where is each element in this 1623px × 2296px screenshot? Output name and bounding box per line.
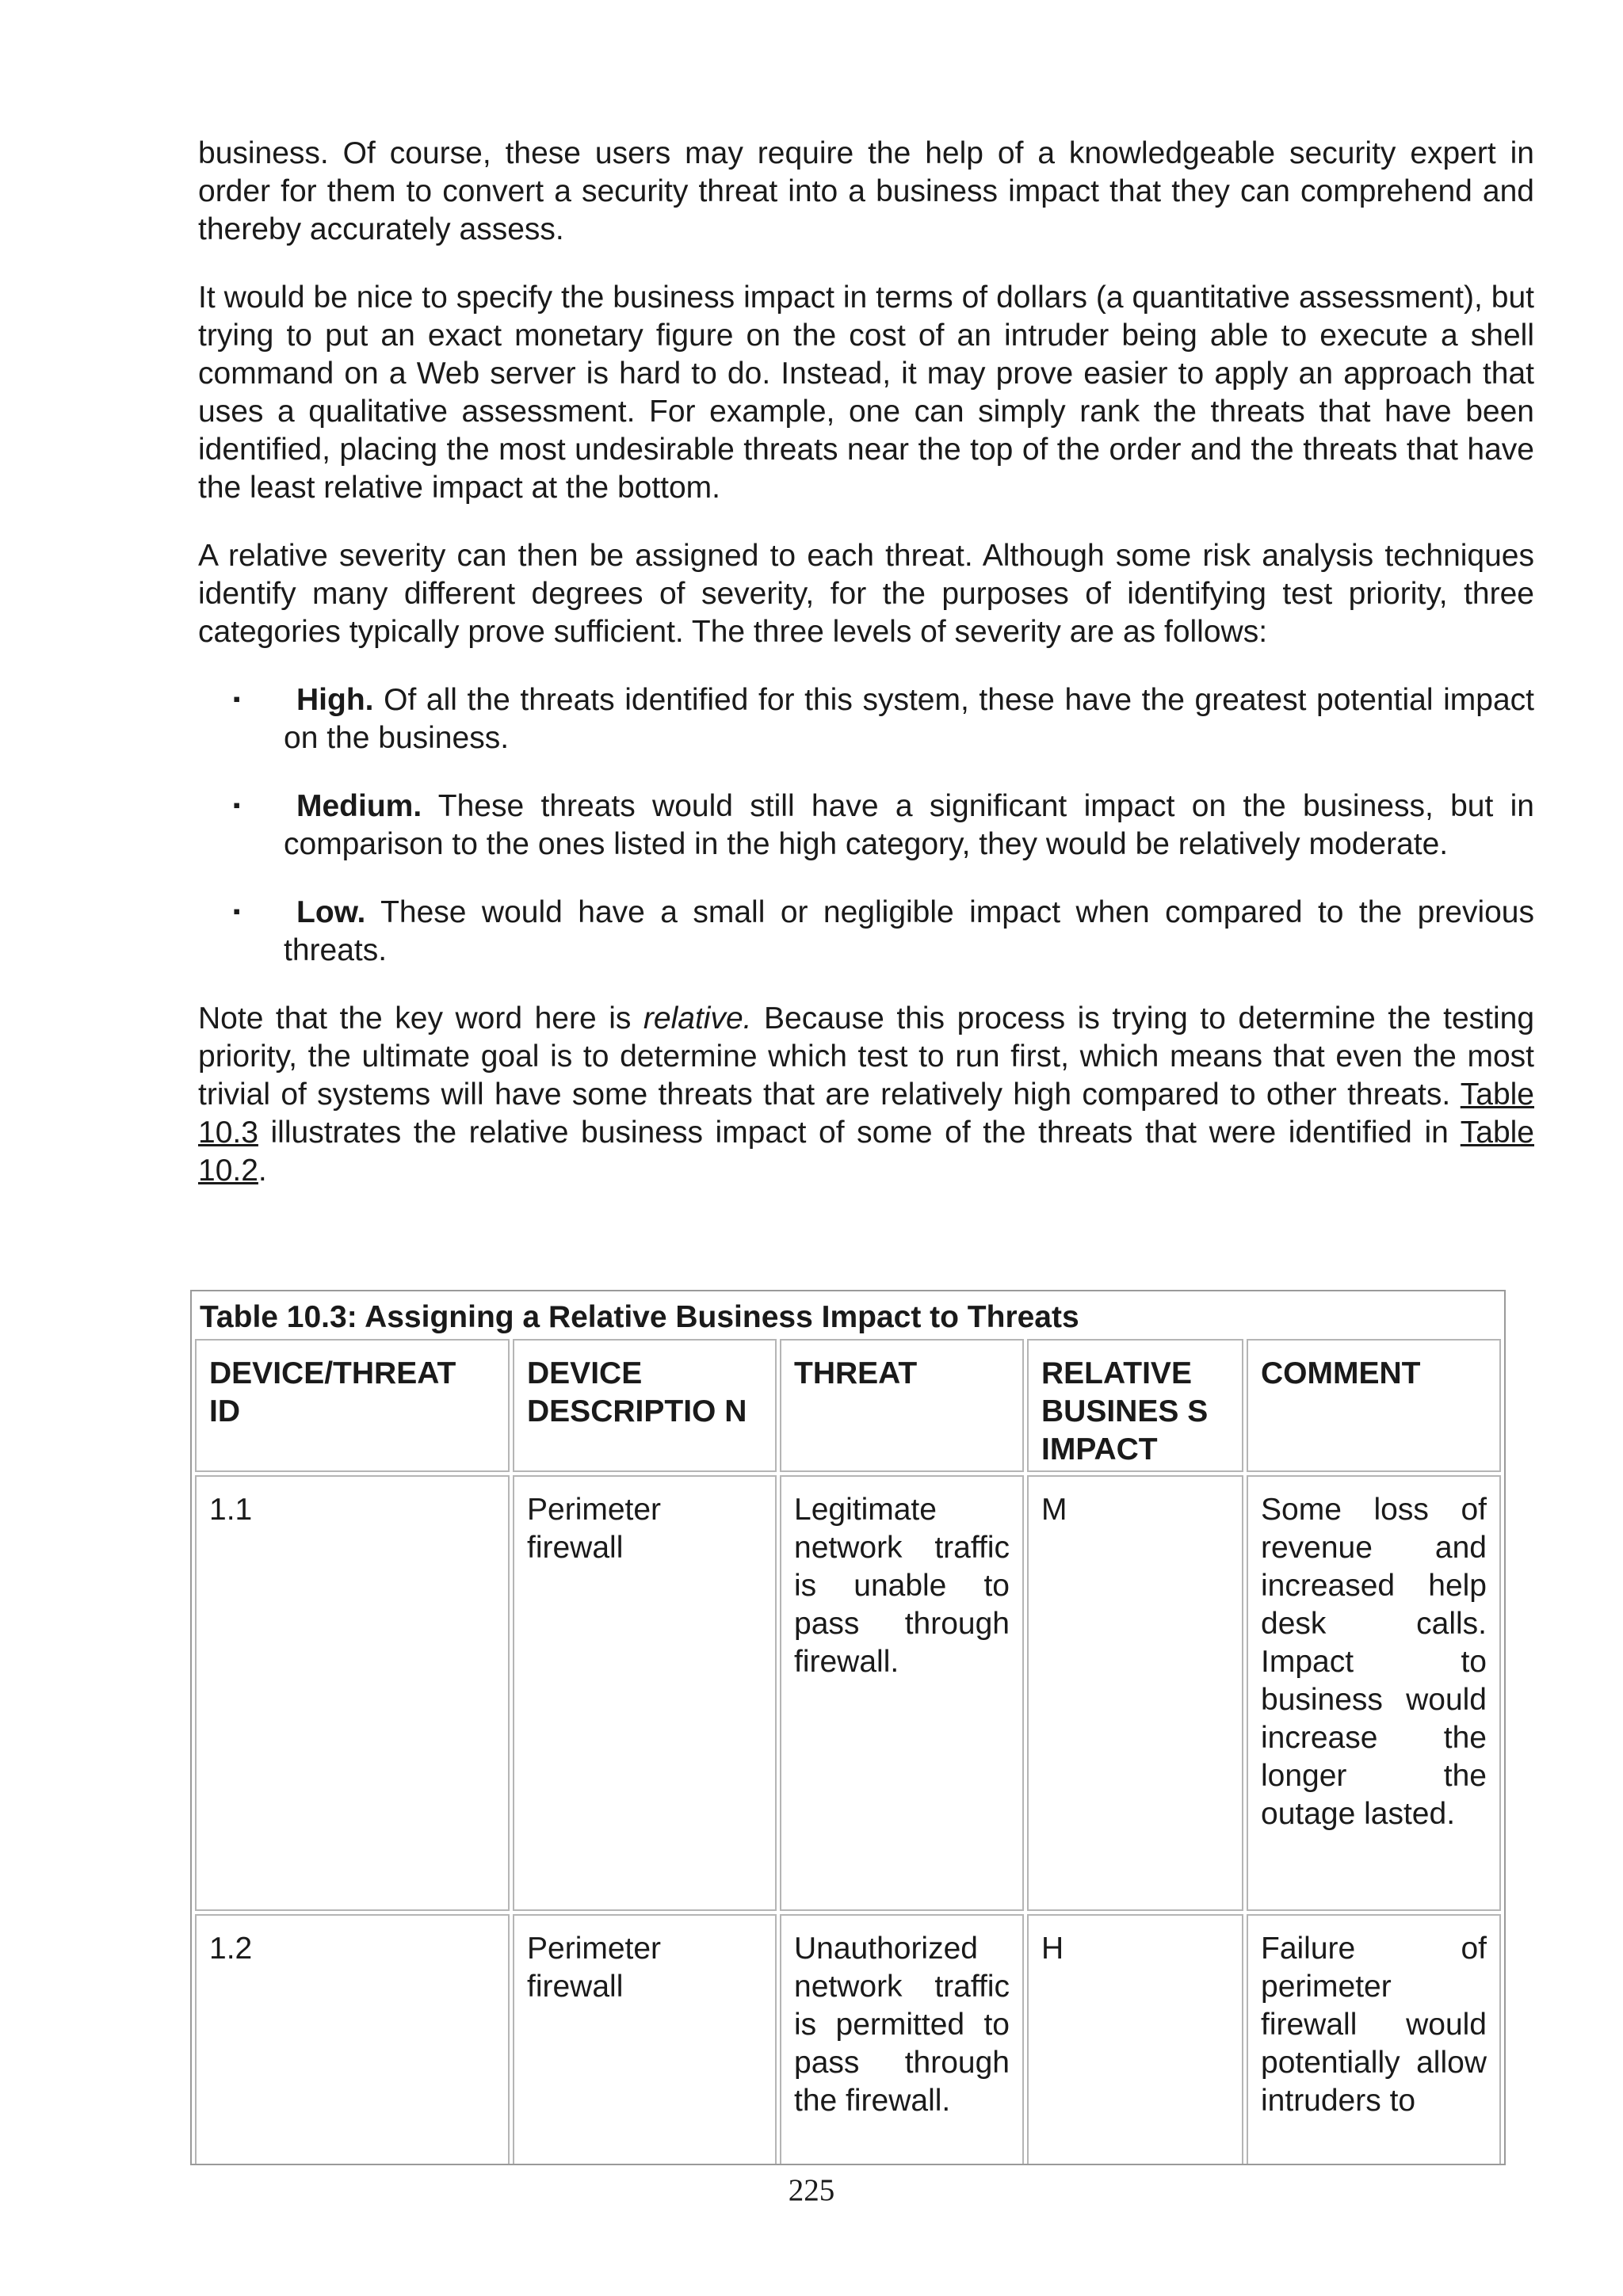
- header-relative-business-impact: RELATIVE BUSINES S IMPACT: [1027, 1339, 1243, 1472]
- paragraph-3: A relative severity can then be assigned to each threat. Although some risk analysis techniques identify many different degrees of severity, for the purposes of identifying test priority, three categories typically prove sufficient. The three levels of severity are as follows:: [198, 539, 1534, 649]
- page-number: 225: [788, 2173, 835, 2207]
- bullet-text-medium: These threats would still have a significant impact on the business, but in comparison to the ones listed in the high category, they would be relatively moderate.: [284, 789, 1534, 861]
- note-text-b: Because this process is trying to determine the testing priority, the ultimate goal is to determine which test to run first, which means that even the most trivial of systems will have some threats that are relatively high compared to other threats.: [198, 1001, 1535, 1112]
- impact-table: [190, 1290, 1506, 2165]
- link-table-10-3[interactable]: Table 10.3: [198, 1077, 1534, 1150]
- cell-id: 1.2: [195, 1914, 510, 2165]
- cell-impact: M: [1027, 1475, 1243, 1911]
- square-bullet-icon: ▪: [233, 687, 241, 711]
- link-table-10-2[interactable]: Table 10.2: [198, 1116, 1534, 1188]
- cell-threat: Legitimate network traffic is unable to pass through firewall.: [780, 1475, 1024, 1911]
- square-bullet-icon: ▪: [233, 899, 241, 923]
- note-emphasis: relative.: [643, 1001, 752, 1035]
- cell-comment: Failure of perimeter firewall would potentially allow intruders to: [1247, 1914, 1501, 2165]
- bullet-text-high: Of all the threats identified for this system, these have the greatest potential impact on the business.: [284, 683, 1534, 755]
- list-item-high: [198, 681, 1534, 757]
- bullet-lead-high: High.: [296, 683, 374, 717]
- table-caption: Table 10.3: Assigning a Relative Business Impact to Threats: [200, 1300, 1079, 1334]
- cell-device-description: Perimeter firewall: [513, 1475, 777, 1911]
- bullet-lead-low: Low.: [296, 895, 366, 929]
- square-bullet-icon: ▪: [233, 793, 241, 817]
- cell-id: 1.1: [195, 1475, 510, 1911]
- paragraph-note: [198, 1000, 1534, 1190]
- list-item-medium: [198, 788, 1534, 864]
- cell-impact: H: [1027, 1914, 1243, 2165]
- cell-comment: Some loss of revenue and increased help desk calls. Impact to business would increase the longer the outage lasted.: [1247, 1475, 1501, 1911]
- severity-list: [198, 681, 1534, 970]
- header-device-description: DEVICE DESCRIPTIO N: [513, 1339, 777, 1472]
- bullet-text-low: These would have a small or negligible impact when compared to the previous threats.: [284, 895, 1534, 967]
- header-comment: COMMENT: [1247, 1339, 1501, 1472]
- header-threat: THREAT: [780, 1339, 1024, 1472]
- note-text-a: Note that the key word here is: [198, 1001, 643, 1035]
- note-text-d: .: [258, 1154, 267, 1188]
- cell-threat: Unauthorized network traffic is permitted to pass through the firewall.: [780, 1914, 1024, 2165]
- paragraph-2: It would be nice to specify the business impact in terms of dollars (a quantitative assessment), but trying to put an exact monetary figure on the cost of an intruder being able to execute a shell command on a Web server is hard to do. Instead, it may prove easier to apply an approach that uses a qualitative assessment. For example, one can simply rank the threats that have been identified, placing the most undesirable threats near the top of the order and the threats that have the least relative impact at the bottom.: [198, 280, 1534, 505]
- bullet-lead-medium: Medium.: [296, 789, 422, 823]
- body-text: [198, 135, 1534, 1190]
- list-item-low: [198, 894, 1534, 970]
- paragraph-1: business. Of course, these users may require the help of a knowledgeable security expert in order for them to convert a security threat into a business impact that they can comprehend and thereby accurately assess.: [198, 136, 1534, 246]
- header-device-threat-id: DEVICE/THREAT ID: [195, 1339, 510, 1472]
- cell-device-description: Perimeter firewall: [513, 1914, 777, 2165]
- note-text-c: illustrates the relative business impact of some of the threats that were identified in: [258, 1116, 1461, 1150]
